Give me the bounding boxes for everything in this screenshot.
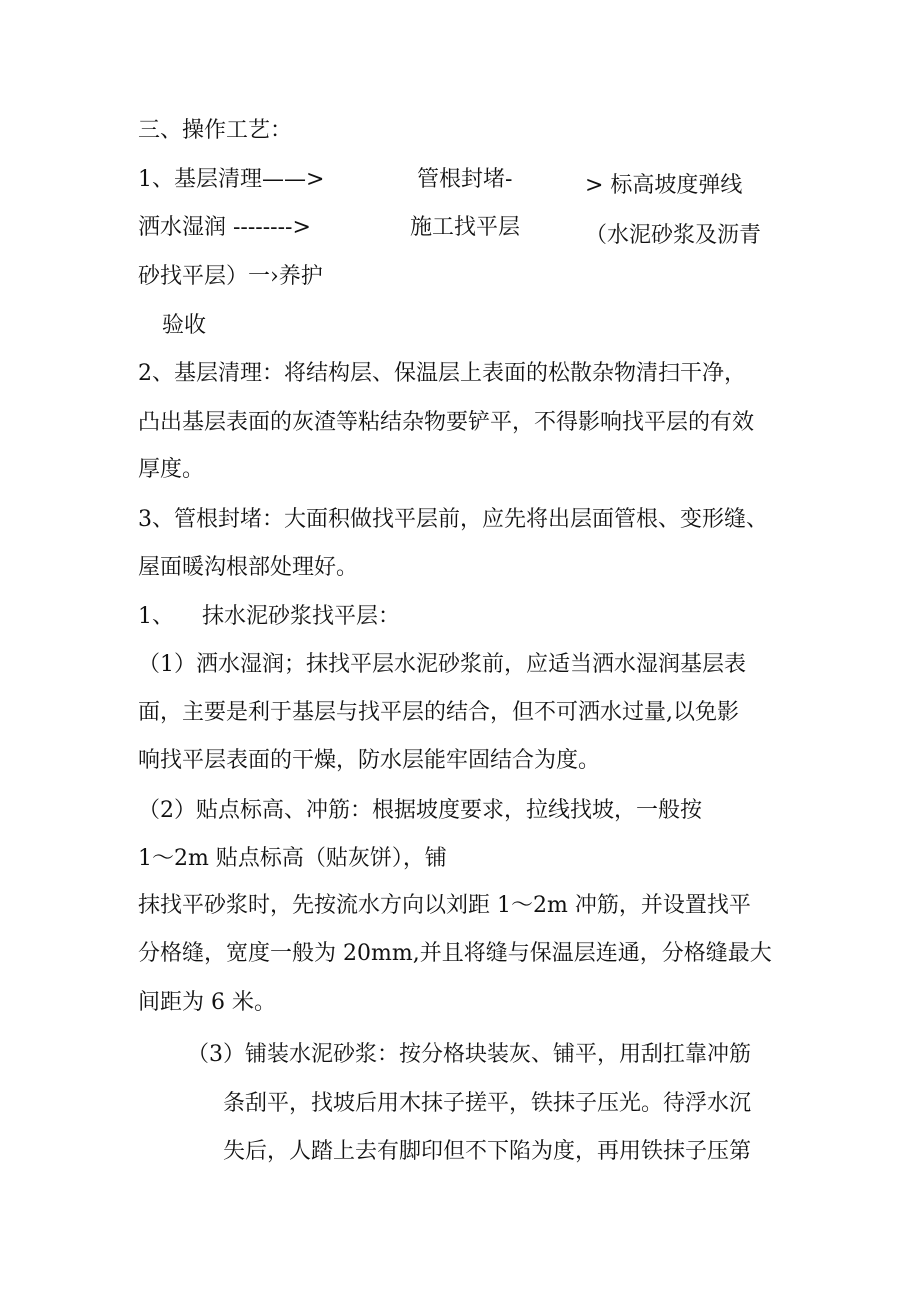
- section-heading: 三、操作工艺：: [138, 118, 293, 143]
- sub1-line1: （1）洒水湿润；抹找平层水泥砂浆前，应适当洒水湿润基层表: [138, 652, 746, 677]
- flow-step-acceptance: 验收: [162, 313, 207, 338]
- flow-step-watering: 洒水湿润 -------->: [138, 215, 311, 240]
- flow-step-base-cleaning: 1、基层清理——>: [138, 167, 325, 192]
- item2-line3: 厚度。: [138, 457, 205, 482]
- sub3-line2: 条刮平，找坡后用木抹子搓平，铁抹子压光。待浮水沉: [223, 1091, 752, 1116]
- sub2-line3: 抹找平砂浆时，先按流水方向以刘距 1～2m 冲筋，并设置找平: [138, 893, 751, 918]
- flow-step-curing: 砂找平层）一›养护: [138, 264, 323, 289]
- item2-line1: 2、基层清理：将结构层、保温层上表面的松散杂物清扫干净，: [138, 361, 746, 386]
- sub2-line5: 间距为 6 米。: [138, 990, 276, 1015]
- sub2-line2: 1～2m 贴点标高（贴灰饼），铺: [138, 846, 447, 871]
- flow-step-leveling: 施工找平层: [410, 215, 521, 240]
- sub1-line3: 响找平层表面的干燥，防水层能牢固结合为度。: [138, 748, 601, 773]
- item3-line1: 3、管根封堵：大面积做找平层前，应先将出层面管根、变形缝、: [138, 507, 768, 532]
- item3-line2: 屋面暖沟根部处理好。: [138, 555, 359, 580]
- sub1-line2: 面，主要是利于基层与找平层的结合，但不可洒水过量,以免影: [138, 700, 739, 725]
- flow-step-mortar-note: （水泥砂浆及沥青: [585, 223, 762, 248]
- sub2-line4: 分格缝，宽度一般为 20mm,并且将缝与保温层连通，分格缝最大: [138, 941, 772, 966]
- sub3-line3: 失后，人踏上去有脚印但不下陷为度，再用铁抹子压第: [223, 1139, 752, 1164]
- item2-line2: 凸出基层表面的灰渣等粘结杂物要铲平，不得影响找平层的有效: [138, 410, 755, 435]
- item4-heading: 1、 抹水泥砂浆找平层：: [138, 604, 400, 629]
- sub2-line1: （2）贴点标高、冲筋：根据坡度要求，拉线找坡，一般按: [138, 798, 702, 823]
- flow-step-pipe-sealing: 管根封堵-: [417, 167, 513, 192]
- sub3-line1: （3）铺装水泥砂浆：按分格块装灰、铺平，用刮扛靠冲筋: [187, 1042, 751, 1067]
- flow-step-elevation-line: > 标高坡度弹线: [585, 173, 743, 198]
